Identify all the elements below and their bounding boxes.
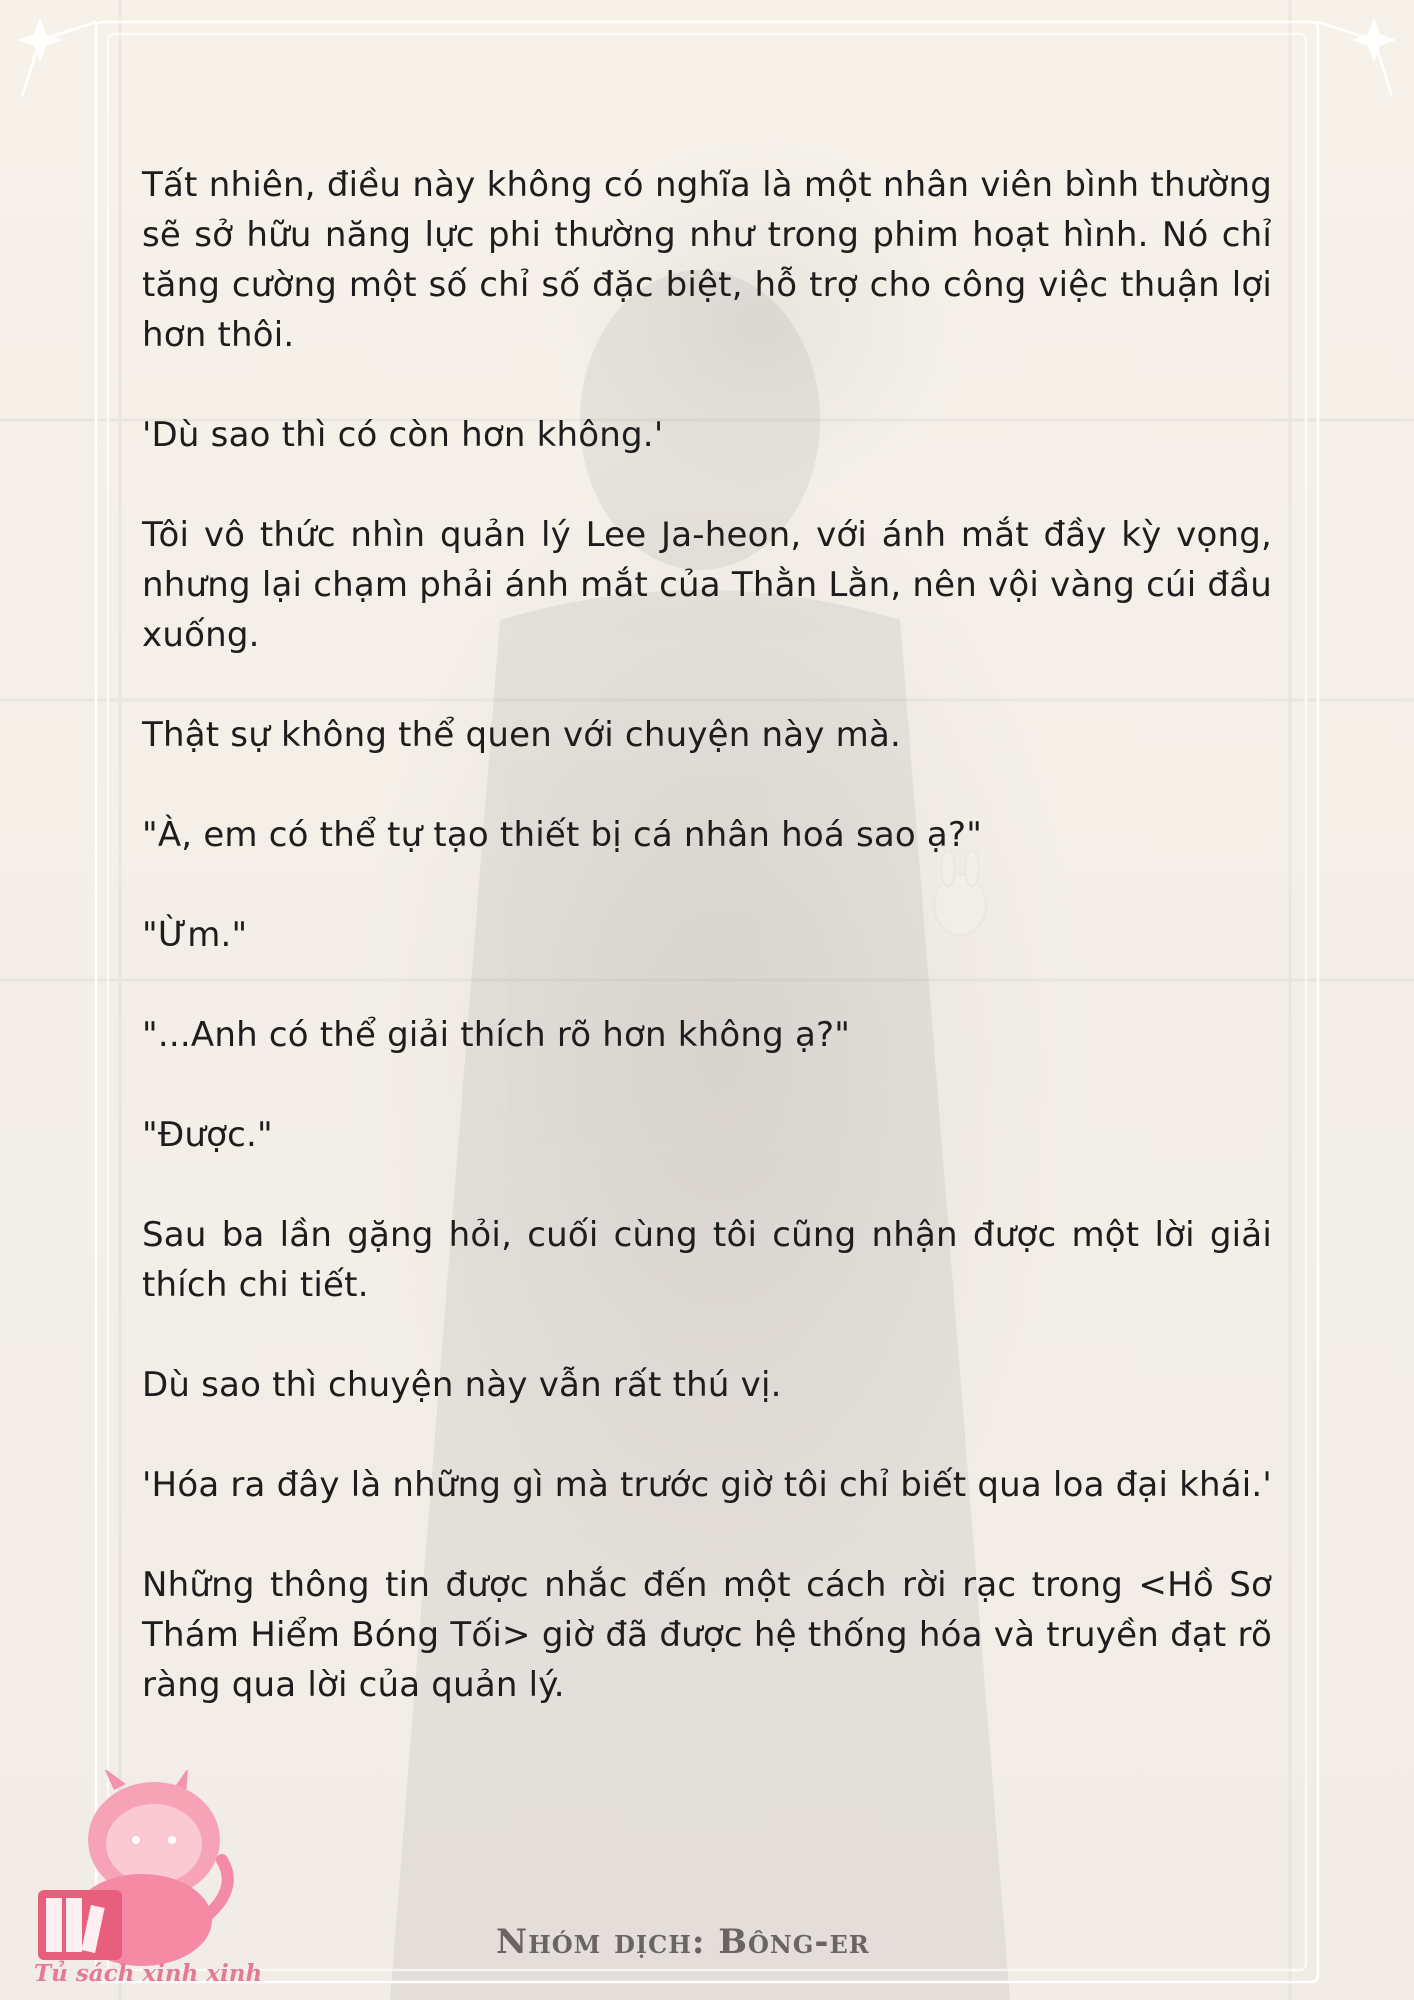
paragraph: 'Dù sao thì có còn hơn không.'	[142, 415, 664, 455]
paragraph: Tôi vô thức nhìn quản lý Lee Ja-heon, với ánh mắt đầy kỳ vọng, nhưng lại chạm phải ánh mắt của Thằn Lằn, nên vội vàng cúi đầu xuống.	[142, 515, 1272, 655]
paragraph: Thật sự không thể quen với chuyện này mà.	[142, 715, 901, 755]
paragraph: Dù sao thì chuyện này vẫn rất thú vị.	[142, 1365, 782, 1405]
paragraph: "Được."	[142, 1115, 273, 1155]
paragraph: "Ừm."	[142, 915, 248, 955]
paragraph: "...Anh có thể giải thích rõ hơn không ạ?"	[142, 1015, 851, 1055]
translator-credit: Nhóm dịch: Bông-er	[496, 1922, 870, 1962]
paragraph: Sau ba lần gặng hỏi, cuối cùng tôi cũng nhận được một lời giải thích chi tiết.	[142, 1215, 1272, 1305]
paragraph: Tất nhiên, điều này không có nghĩa là một nhân viên bình thường sẽ sở hữu năng lực phi thường như trong phim hoạt hình. Nó chỉ tăng cường một số chỉ số đặc biệt, hỗ trợ cho công việc thuận lợi hơn thôi.	[142, 165, 1272, 355]
paragraph: "À, em có thể tự tạo thiết bị cá nhân hoá sao ạ?"	[142, 815, 983, 855]
logo-caption: Tủ sách xinh xinh	[34, 1960, 263, 1987]
story-text	[142, 160, 1272, 1760]
paragraph: Những thông tin được nhắc đến một cách rời rạc trong <Hồ Sơ Thám Hiểm Bóng Tối> giờ đã được hệ thống hóa và truyền đạt rõ ràng qua lời của quản lý.	[142, 1565, 1272, 1705]
paragraph: 'Hóa ra đây là những gì mà trước giờ tôi chỉ biết qua loa đại khái.'	[142, 1465, 1272, 1505]
